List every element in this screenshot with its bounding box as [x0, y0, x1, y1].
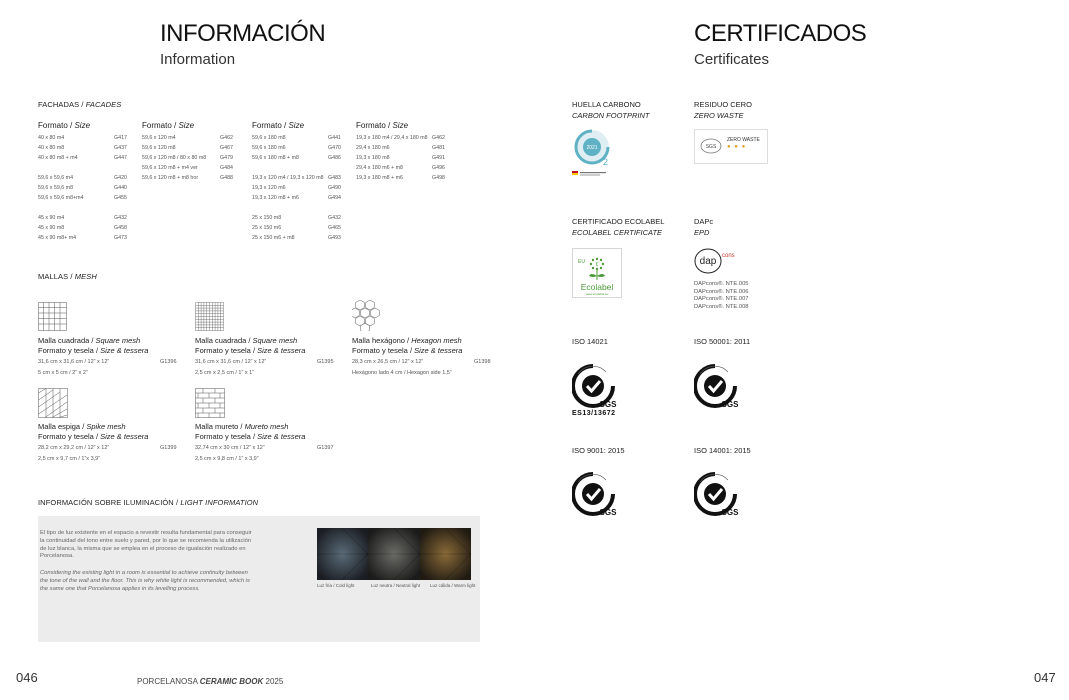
facades-size: 40 x 80 m8 — [38, 145, 65, 151]
header-es: Formato / — [38, 121, 73, 130]
iso-50001-title: ISO 50001: 2011 — [694, 337, 751, 346]
facades-code: G465 — [328, 225, 341, 231]
light-label-warm: Luz cálida / Warm light — [430, 583, 476, 588]
facades-row — [252, 193, 341, 203]
dapcons-logo-icon — [694, 245, 744, 275]
mesh-format — [195, 432, 345, 442]
facades-code: G484 — [220, 165, 233, 171]
mesh-format-en: Size & tessera — [100, 432, 149, 441]
mesh-format-es: Formato y tesela / — [38, 432, 99, 441]
facades-column-header — [38, 121, 90, 133]
facades-code: G440 — [114, 185, 127, 191]
right-page-subtitle: Certificates — [694, 51, 770, 68]
facades-heading: FACHADAS / FACADES — [38, 100, 122, 109]
mesh-format — [352, 346, 502, 356]
zero-waste-badge — [694, 129, 768, 164]
facades-size: 45 x 90 m4 — [38, 215, 65, 221]
ecolabel-title: CERTIFICADO ECOLABEL — [572, 217, 665, 226]
right-page-title: CERTIFICADOS — [694, 20, 867, 47]
dapc-line: DAPcons®. NTE.006 — [694, 288, 749, 295]
lighting-paragraph-es: El tipo de luz existente en el espacio a revestir resulta fundamental para conseguir la continuidad del tono entre suelo y pared, por lo que se recomienda la utilización de luz blanca, la misma que se emplea en el proceso de igualación realizado en Porcelanosa. — [40, 530, 252, 560]
facades-row — [252, 223, 341, 233]
facades-size: 59,6 x 180 m6 — [252, 145, 286, 151]
mesh-size: 31,6 cm x 31,6 cm / 12” x 12” — [38, 359, 110, 365]
mesh-heading: MALLAS / MESH — [38, 272, 97, 281]
sgs-seal-icon — [700, 138, 722, 154]
mesh-name — [38, 422, 188, 432]
zero-waste-title: RESIDUO CERO — [694, 100, 752, 109]
facades-column — [356, 121, 445, 183]
header-es: Formato / — [356, 121, 391, 130]
carbon-footprint-subtitle: CARBON FOOTPRINT — [572, 111, 650, 120]
facades-size: 59,6 x 120 m8 / 80 x 80 m8 — [142, 155, 207, 161]
facades-size: 59,6 x 120 m8 + m8 hor — [142, 175, 199, 181]
facades-code: G462 — [220, 135, 233, 141]
header-en: Size — [288, 121, 305, 130]
dapc-line: DAPcons®. NTE.007 — [694, 296, 749, 302]
mesh-name-en: Square mesh — [252, 336, 298, 345]
facades-code: G488 — [220, 175, 233, 181]
facades-code: G479 — [220, 155, 233, 161]
svg-text:€: € — [595, 262, 599, 268]
dapc-line: DAPcons®. NTE.005 — [694, 281, 749, 287]
hexagon-grid-icon — [352, 300, 382, 331]
facades-row — [252, 183, 341, 193]
facades-row — [252, 233, 341, 243]
facades-size: 59,6 x 120 m8 — [142, 145, 176, 151]
facades-code: G496 — [432, 165, 445, 171]
facades-size: 19,3 x 180 m8 + m6 — [356, 175, 403, 181]
facades-row — [142, 173, 233, 183]
iso-14021-title: ISO 14021 — [572, 337, 608, 346]
facades-size: 25 x 150 m8 — [252, 215, 282, 221]
ecolabel-subtitle: ECOLABEL CERTIFICATE — [572, 228, 663, 237]
mesh-format-es: Formato y tesela / — [38, 346, 99, 355]
mesh-size: 28,2 cm x 29,2 cm / 12” x 12” — [38, 445, 110, 451]
mesh-name-es: Malla hexágono / — [352, 336, 410, 345]
mesh-name — [352, 336, 502, 346]
zero-waste-subtitle: ZERO WASTE — [694, 111, 744, 120]
facades-code: G417 — [114, 135, 127, 141]
facades-column-header — [252, 121, 304, 133]
facades-size: 29,4 x 180 m6 — [356, 145, 390, 151]
zero-waste-stars-icon: ● ● ● — [727, 144, 747, 150]
iso-14001-title: ISO 14001: 2015 — [694, 446, 751, 455]
facades-code: G483 — [328, 175, 341, 181]
facades-code: G491 — [432, 155, 445, 161]
square-grid-icon — [38, 302, 67, 331]
facades-row — [38, 173, 127, 183]
iso-50001-sgs-seal-icon — [694, 364, 740, 415]
facades-size: 59,6 x 59,6 m4 — [38, 175, 74, 181]
facades-row — [38, 133, 127, 143]
mesh-name-en: Spike mesh — [86, 422, 126, 431]
mesh-code: G1397 — [317, 445, 334, 451]
facades-size: 59,6 x 59,6 m8 — [38, 185, 74, 191]
facades-row — [38, 213, 127, 223]
svg-text:Ecolabel: Ecolabel — [580, 282, 614, 292]
mesh-format-es: Formato y tesela / — [352, 346, 413, 355]
facades-row — [252, 153, 341, 163]
facades-size: 59,6 x 180 m8 — [252, 135, 286, 141]
facades-row — [252, 143, 341, 153]
header-en: Size — [392, 121, 409, 130]
facades-size: 59,6 x 120 m8 + m4 ver — [142, 165, 198, 171]
facades-code: G447 — [114, 155, 127, 161]
mesh-code: G1399 — [160, 445, 177, 451]
light-label-cold: Luz fría / Cold light — [317, 583, 355, 588]
light-label-neutral: Luz neutra / Neutral light — [371, 583, 421, 588]
iso-9001-sgs-seal-icon — [572, 472, 618, 523]
header-en: Size — [178, 121, 195, 130]
small-square-grid-icon — [195, 302, 224, 331]
facades-code: G432 — [328, 215, 341, 221]
facades-row — [356, 163, 445, 173]
facades-code: G498 — [432, 175, 445, 181]
iso-14021-sgs-seal-icon — [572, 364, 618, 415]
mesh-format-en: Size & tessera — [257, 432, 306, 441]
facades-code: G441 — [328, 135, 341, 141]
facades-size: 59,6 x 180 m8 + m8 — [252, 155, 299, 161]
facades-size: 19,3 x 180 m4 / 29,4 x 180 m8 — [356, 135, 428, 141]
mesh-name — [38, 336, 188, 346]
facades-size: 45 x 90 m8 — [38, 225, 65, 231]
mesh-item — [352, 336, 502, 378]
facades-column — [142, 121, 233, 183]
mesh-name-en: Mureto mesh — [244, 422, 289, 431]
facades-size: 29,4 x 180 m6 + m8 — [356, 165, 403, 171]
mesh-format-en: Size & tessera — [257, 346, 306, 355]
facades-row — [38, 153, 127, 163]
facades-column — [38, 121, 127, 243]
facades-row — [252, 133, 341, 143]
lighting-heading: INFORMACIÓN SOBRE ILUMINACIÓN / LIGHT INFORMATION — [38, 498, 259, 507]
lighting-paragraph-en: Considering the existing light in a room is essential to achieve continuity between the tone of the wall and the floor. This is why white light is recommended, which is the same one that Porcelanosa applies in its levelling process. — [40, 570, 250, 592]
facades-column-header — [356, 121, 408, 133]
right-page-number: 047 — [1034, 670, 1056, 685]
header-es: Formato / — [252, 121, 287, 130]
mesh-format — [38, 432, 188, 442]
facades-code: G437 — [114, 145, 127, 151]
svg-text:SGS: SGS — [599, 400, 617, 409]
mesh-format-es: Formato y tesela / — [195, 346, 256, 355]
svg-text:SGS: SGS — [721, 400, 739, 409]
facades-row — [142, 133, 233, 143]
mesh-name-es: Malla espiga / — [38, 422, 85, 431]
facades-size: 25 x 150 m6 + m8 — [252, 235, 295, 241]
header-es: Formato / — [142, 121, 177, 130]
mesh-name-es: Malla cuadrada / — [38, 336, 94, 345]
svg-text:cons: cons — [722, 253, 735, 259]
mesh-code: G1396 — [160, 359, 177, 365]
carbon-footprint-title: HUELLA CARBONO — [572, 100, 641, 109]
mesh-tessera: 2,5 cm x 9,7 cm / 1”x 3,9” — [38, 456, 101, 462]
facades-row — [38, 193, 127, 203]
mesh-name-es: Malla mureto / — [195, 422, 243, 431]
svg-text:SGS: SGS — [705, 144, 717, 150]
facades-row — [142, 153, 233, 163]
svg-text:SGS: SGS — [721, 508, 739, 517]
facades-row — [252, 173, 341, 183]
facades-code: G462 — [432, 135, 445, 141]
mesh-item — [38, 422, 188, 464]
left-page-subtitle: Information — [160, 51, 236, 68]
facades-row — [38, 233, 127, 243]
mesh-format — [38, 346, 188, 356]
facades-row — [38, 183, 127, 193]
facades-code: G493 — [328, 235, 341, 241]
mesh-name-es: Malla cuadrada / — [195, 336, 251, 345]
facades-size: 59,6 x 120 m4 — [142, 135, 176, 141]
mesh-format-en: Size & tessera — [100, 346, 149, 355]
dapc-subtitle: EPD — [694, 228, 710, 237]
mesh-size: 32,74 cm x 30 cm / 12” x 12” — [195, 445, 265, 451]
facades-code: G494 — [328, 195, 341, 201]
facades-column-header — [142, 121, 194, 133]
facades-size: 40 x 80 m4 — [38, 135, 65, 141]
facades-code: G420 — [114, 175, 127, 181]
svg-text:2: 2 — [603, 157, 609, 167]
mesh-tessera: 2,5 cm x 9,8 cm / 1” x 3,9” — [195, 456, 259, 462]
facades-column — [252, 121, 341, 243]
dapc-line: DAPcons®. NTE.008 — [694, 303, 749, 310]
facades-size: 19,3 x 120 m4 / 19,3 x 120 m8 — [252, 175, 324, 181]
mesh-tessera: 5 cm x 5 cm / 2” x 2” — [38, 370, 88, 376]
facades-code: G432 — [114, 215, 127, 221]
left-page-number: 046 — [16, 670, 38, 685]
mesh-tessera: Hexágono lado 4 cm / Hexagon side 1,5” — [352, 370, 452, 376]
mesh-item — [38, 336, 188, 378]
iso-14001-sgs-seal-icon — [694, 472, 740, 523]
ecolabel-flower-icon — [572, 248, 622, 298]
mesh-format-en: Size & tessera — [414, 346, 463, 355]
facades-size: 40 x 80 m8 + m4 — [38, 155, 78, 161]
svg-text:SGS: SGS — [599, 508, 617, 517]
iso-14021-code: ES13/13672 — [572, 410, 616, 417]
mesh-code: G1395 — [317, 359, 334, 365]
zero-waste-badge-text: ZERO WASTE — [727, 137, 760, 143]
facades-row — [356, 133, 445, 143]
facades-code: G458 — [114, 225, 127, 231]
brick-wall-icon — [195, 388, 225, 418]
header-en: Size — [74, 121, 91, 130]
mesh-name — [195, 422, 345, 432]
svg-text:2021: 2021 — [586, 145, 598, 151]
facades-row — [252, 213, 341, 223]
mesh-name-en: Hexagon mesh — [411, 336, 462, 345]
facades-row — [38, 223, 127, 233]
svg-text:EU: EU — [578, 259, 585, 265]
facades-size: 45 x 90 m8+ m4 — [38, 235, 77, 241]
facades-size: 19,3 x 120 m6 — [252, 185, 286, 191]
facades-code: G486 — [328, 155, 341, 161]
lighting-comparison-image — [317, 528, 471, 580]
mesh-size: 28,3 cm x 26,5 cm / 12” x 12” — [352, 359, 424, 365]
svg-text:dap: dap — [699, 256, 717, 267]
facades-size: 59,6 x 59,6 m8+m4 — [38, 195, 84, 201]
mesh-item — [195, 336, 345, 378]
facades-size: 19,3 x 180 m8 — [356, 155, 390, 161]
herringbone-icon — [38, 388, 68, 418]
mesh-format — [195, 346, 345, 356]
facades-code: G490 — [328, 185, 341, 191]
mesh-code: G1398 — [474, 359, 491, 365]
mesh-name-en: Square mesh — [95, 336, 141, 345]
facades-code: G473 — [114, 235, 127, 241]
facades-size: 25 x 150 m6 — [252, 225, 282, 231]
mesh-tessera: 2,5 cm x 2,5 cm / 1” x 1” — [195, 370, 254, 376]
mesh-size: 31,6 cm x 31,6 cm / 12” x 12” — [195, 359, 267, 365]
facades-code: G467 — [220, 145, 233, 151]
facades-row — [38, 143, 127, 153]
mesh-item — [195, 422, 345, 464]
left-page-title: INFORMACIÓN — [160, 20, 326, 47]
facades-row — [356, 143, 445, 153]
facades-row — [356, 153, 445, 163]
carbon-footprint-badge-icon — [572, 128, 612, 182]
facades-size: 19,3 x 120 m8 + m6 — [252, 195, 299, 201]
svg-text:www.ecolabel.eu: www.ecolabel.eu — [585, 292, 609, 296]
iso-9001-title: ISO 9001: 2015 — [572, 446, 625, 455]
facades-code: G481 — [432, 145, 445, 151]
facades-code: G455 — [114, 195, 127, 201]
mesh-name — [195, 336, 345, 346]
facades-row — [142, 163, 233, 173]
dapc-lines — [694, 281, 749, 311]
dapc-title: DAPc — [694, 217, 714, 226]
footer-brand: PORCELANOSA CERAMIC BOOK 2025 — [137, 677, 284, 686]
mesh-format-es: Formato y tesela / — [195, 432, 256, 441]
facades-row — [142, 143, 233, 153]
facades-row — [356, 173, 445, 183]
facades-code: G470 — [328, 145, 341, 151]
